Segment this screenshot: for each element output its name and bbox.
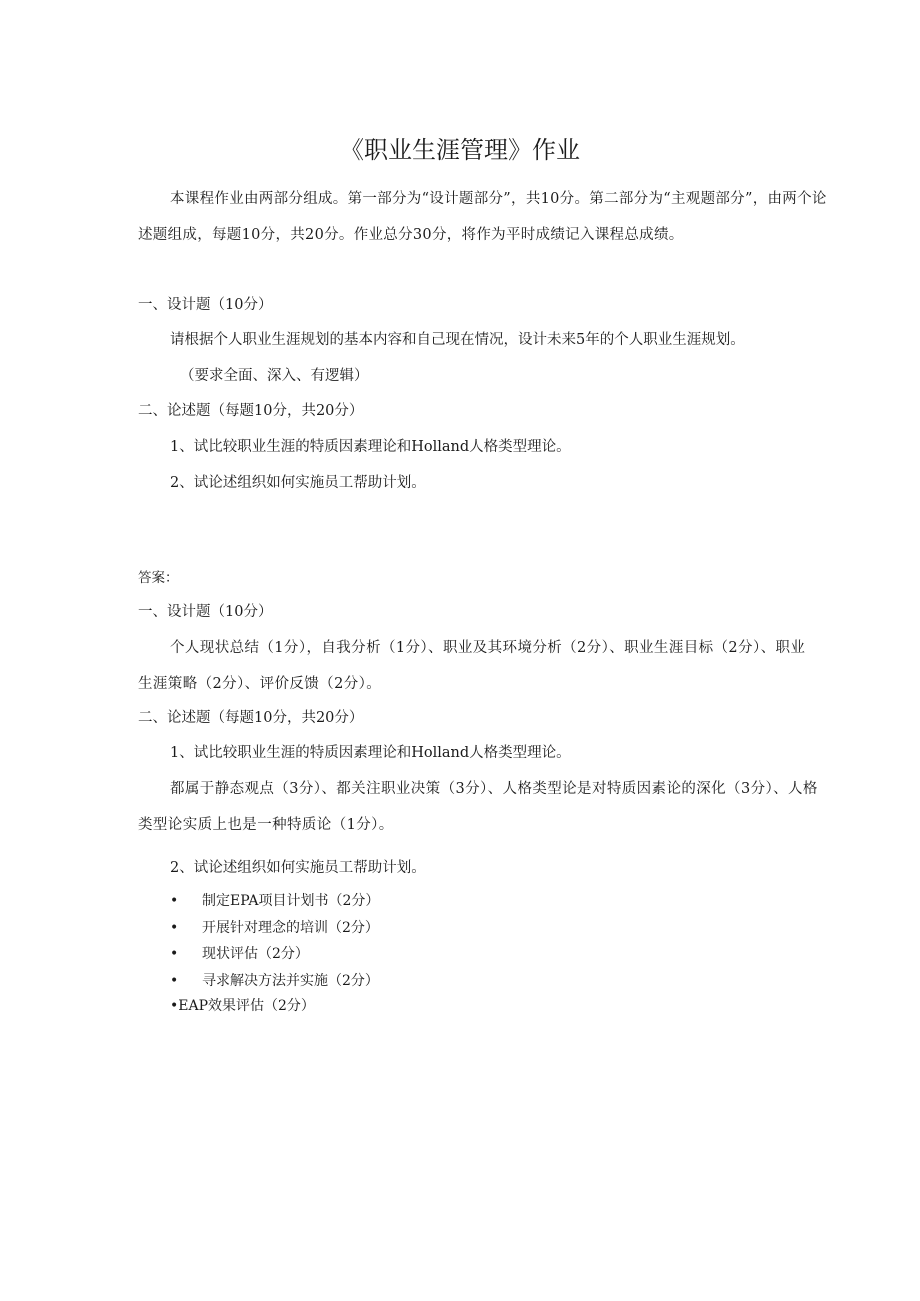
list-item <box>170 915 379 942</box>
list-item-text: 开展针对理念的培训（2分） <box>202 919 379 936</box>
design-question-note: （要求全面、深入、有逻辑） <box>180 368 369 384</box>
answer-essay-question-1: 1、试比较职业生涯的特质因素理论和Holland人格类型理论。 <box>170 745 571 761</box>
essay-question-heading: 二、论述题（每题10分，共20分） <box>138 403 364 419</box>
design-question-heading: 一、设计题（10分） <box>138 297 273 313</box>
list-item-text: 现状评估（2分） <box>202 946 309 962</box>
list-item <box>170 968 379 995</box>
list-item <box>170 888 379 915</box>
bullet-icon: • <box>170 919 179 936</box>
bullet-icon: • <box>170 893 179 909</box>
list-item-text: 寻求解决方法并实施（2分） <box>202 972 379 989</box>
list-item <box>170 941 379 968</box>
answer-essay-question-2: 2、试论述组织如何实施员工帮助计划。 <box>170 860 426 876</box>
design-question-text: 请根据个人职业生涯规划的基本内容和自己现在情况，设计未来5年的个人职业生涯规划。 <box>170 332 745 348</box>
bullet-icon: • <box>170 946 179 962</box>
list-item-eap-evaluation: •EAP效果评估（2分） <box>170 998 315 1014</box>
essay-question-1: 1、试比较职业生涯的特质因素理论和Holland人格类型理论。 <box>170 439 571 455</box>
answer-design-text: 个人现状总结（1分），自我分析（1分）、职业及其环境分析（2分）、职业生涯目标（2分）、职业生涯策略（2分）、评价反馈（2分）。 <box>138 640 806 692</box>
document-title: 《职业生涯管理》作业 <box>340 136 580 164</box>
answer-design-heading: 一、设计题（10分） <box>138 604 273 620</box>
eap-steps-list <box>170 888 379 994</box>
intro-paragraph: 本课程作业由两部分组成。第一部分为“设计题部分”，共10分。第二部分为“主观题部分”，由两个论述题组成，每题10分，共20分。作业总分30分，将作为平时成绩记入课程总成绩。 <box>138 191 827 243</box>
essay-question-2: 2、试论述组织如何实施员工帮助计划。 <box>170 475 426 491</box>
answer-essay-text-1: 都属于静态观点（3分）、都关注职业决策（3分）、人格类型论是对特质因素论的深化（3分）、人格类型论实质上也是一种特质论（1分）。 <box>138 781 818 833</box>
bullet-icon: • <box>170 972 179 989</box>
answer-essay-heading: 二、论述题（每题10分，共20分） <box>138 710 364 726</box>
answers-heading: 答案： <box>138 570 179 586</box>
list-item-text: 制定EPA项目计划书（2分） <box>202 893 380 909</box>
